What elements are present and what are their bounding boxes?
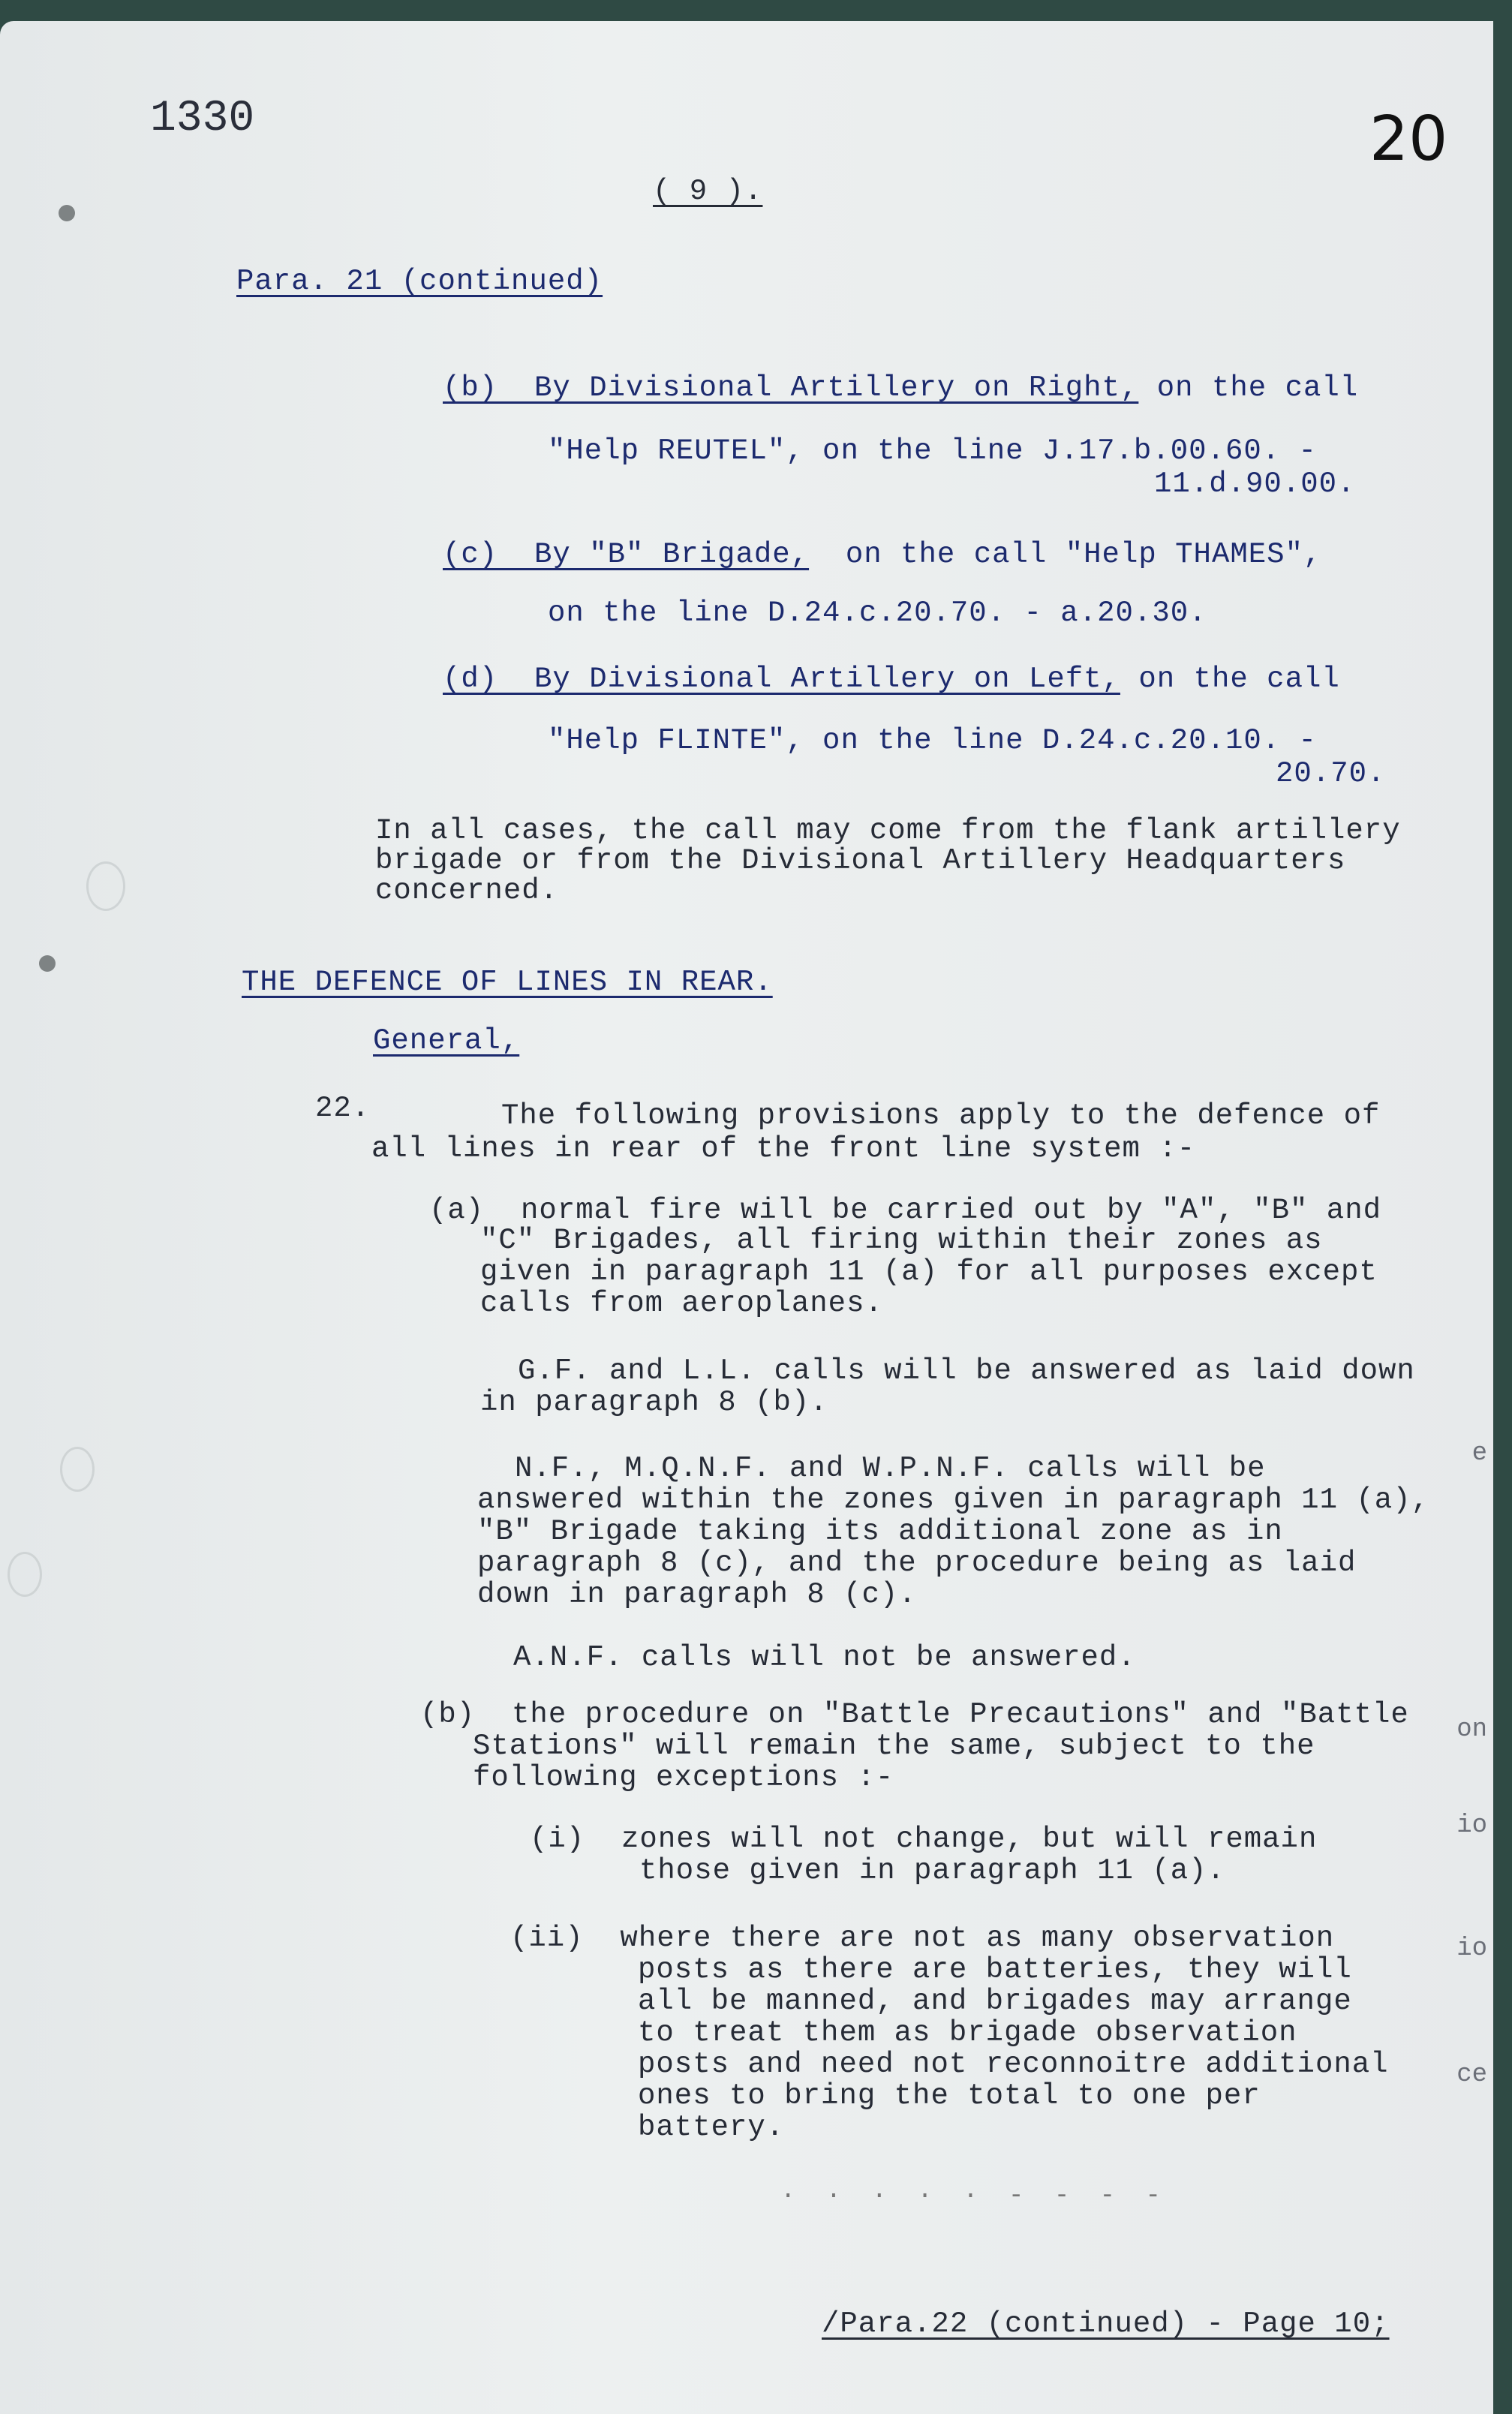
item-b-line1: [443, 371, 1359, 404]
item-b-line3: 11.d.90.00.: [1154, 467, 1356, 501]
punch-hole-middle: [39, 955, 56, 972]
para22-a-line-1: (a) normal fire will be carried out by "A", "B" and: [429, 1194, 1381, 1227]
sub-heading: General,: [373, 1024, 520, 1057]
ghost-ring-2: [60, 1447, 95, 1492]
margin-fragment-3: io: [1456, 1811, 1487, 1840]
margin-fragment-1: e: [1471, 1439, 1487, 1468]
nf-line-4: paragraph 8 (c), and the procedure being as laid: [477, 1547, 1357, 1580]
exception-i-line-2: those given in paragraph 11 (a).: [639, 1854, 1225, 1887]
item-c-line2: on the line D.24.c.20.70. - a.20.30.: [548, 597, 1207, 630]
nf-line-1: N.F., M.Q.N.F. and W.P.N.F. calls will be: [515, 1452, 1266, 1485]
exception-ii-line-2: posts as there are batteries, they will: [638, 1953, 1352, 1986]
para22-a-line-4: calls from aeroplanes.: [480, 1287, 883, 1320]
para22-number: 22.: [315, 1092, 371, 1125]
exception-ii-line-1: (ii) where there are not as many observation: [510, 1922, 1335, 1955]
exception-ii-line-3: all be manned, and brigades may arrange: [638, 1985, 1352, 2018]
separator-marks: · · · · · - - - -: [780, 2182, 1168, 2211]
section-heading: THE DEFENCE OF LINES IN REAR.: [242, 966, 773, 999]
item-c-rest: on the call "Help THAMES",: [809, 538, 1322, 571]
para22-intro-2: all lines in rear of the front line system :-: [371, 1132, 1196, 1165]
page-number-header: ( 9 ).: [653, 175, 763, 208]
exception-ii-line-4: to treat them as brigade observation: [638, 2016, 1297, 2049]
para22-b-line-2: Stations" will remain the same, subject to the: [473, 1730, 1315, 1763]
item-d-label: (d) By Divisional Artillery on Left,: [443, 663, 1120, 696]
item-b-label: (b) By Divisional Artillery on Right,: [443, 371, 1139, 404]
nf-line-2: answered within the zones given in paragraph 11 (a),: [477, 1484, 1429, 1517]
document-page: [0, 21, 1493, 2414]
item-b-rest: on the call: [1138, 371, 1359, 404]
margin-fragment-5: ce: [1456, 2061, 1487, 2089]
item-b-line2: "Help REUTEL", on the line J.17.b.00.60. -: [548, 434, 1317, 467]
margin-fragment-2: on: [1456, 1715, 1487, 1744]
folio-number: 20: [1369, 104, 1448, 175]
item-c-label: (c) By "B" Brigade,: [443, 538, 810, 571]
nf-line-3: "B" Brigade taking its additional zone as in: [477, 1515, 1283, 1548]
all-cases-line-3: concerned.: [375, 874, 559, 907]
para22-a-line-2: "C" Brigades, all firing within their zones as: [480, 1224, 1323, 1257]
gf-line-1: G.F. and L.L. calls will be answered as laid down: [518, 1354, 1415, 1387]
margin-fragment-4: io: [1456, 1935, 1487, 1963]
para22-a-line-3: given in paragraph 11 (a) for all purposes except: [480, 1255, 1378, 1288]
anf-line: A.N.F. calls will not be answered.: [513, 1641, 1136, 1674]
item-d-line2: "Help FLINTE", on the line D.24.c.20.10. -: [548, 724, 1317, 757]
exception-ii-line-6: ones to bring the total to one per: [638, 2079, 1261, 2112]
gf-line-2: in paragraph 8 (b).: [480, 1386, 828, 1419]
item-d-rest: on the call: [1120, 663, 1340, 696]
punch-hole-top: [59, 205, 75, 221]
exception-i-line-1: (i) zones will not change, but will remain: [530, 1823, 1318, 1856]
ghost-ring-3: [8, 1552, 42, 1597]
para21-heading: Para. 21 (continued): [236, 265, 603, 298]
para22-b-line-3: following exceptions :-: [473, 1761, 894, 1794]
item-d-line1: [443, 665, 1340, 694]
exception-ii-line-7: battery.: [638, 2111, 785, 2144]
file-number: 1330: [150, 95, 255, 143]
para22-b-line-1: (b) the procedure on "Battle Precautions" and "Battle: [420, 1698, 1409, 1731]
para22-intro-1: The following provisions apply to the defence of: [501, 1099, 1381, 1132]
nf-line-5: down in paragraph 8 (c).: [477, 1578, 917, 1611]
exception-ii-line-5: posts and need not reconnoitre additional: [638, 2048, 1389, 2081]
footer-continuation: /Para.22 (continued) - Page 10;: [822, 2307, 1390, 2340]
item-d-line3: 20.70.: [1276, 757, 1386, 790]
all-cases-line-1: In all cases, the call may come from the flank artillery: [375, 814, 1401, 847]
ghost-ring-1: [86, 861, 125, 911]
item-c-line1: [443, 540, 1321, 570]
all-cases-line-2: brigade or from the Divisional Artillery Headquarters: [375, 844, 1346, 877]
